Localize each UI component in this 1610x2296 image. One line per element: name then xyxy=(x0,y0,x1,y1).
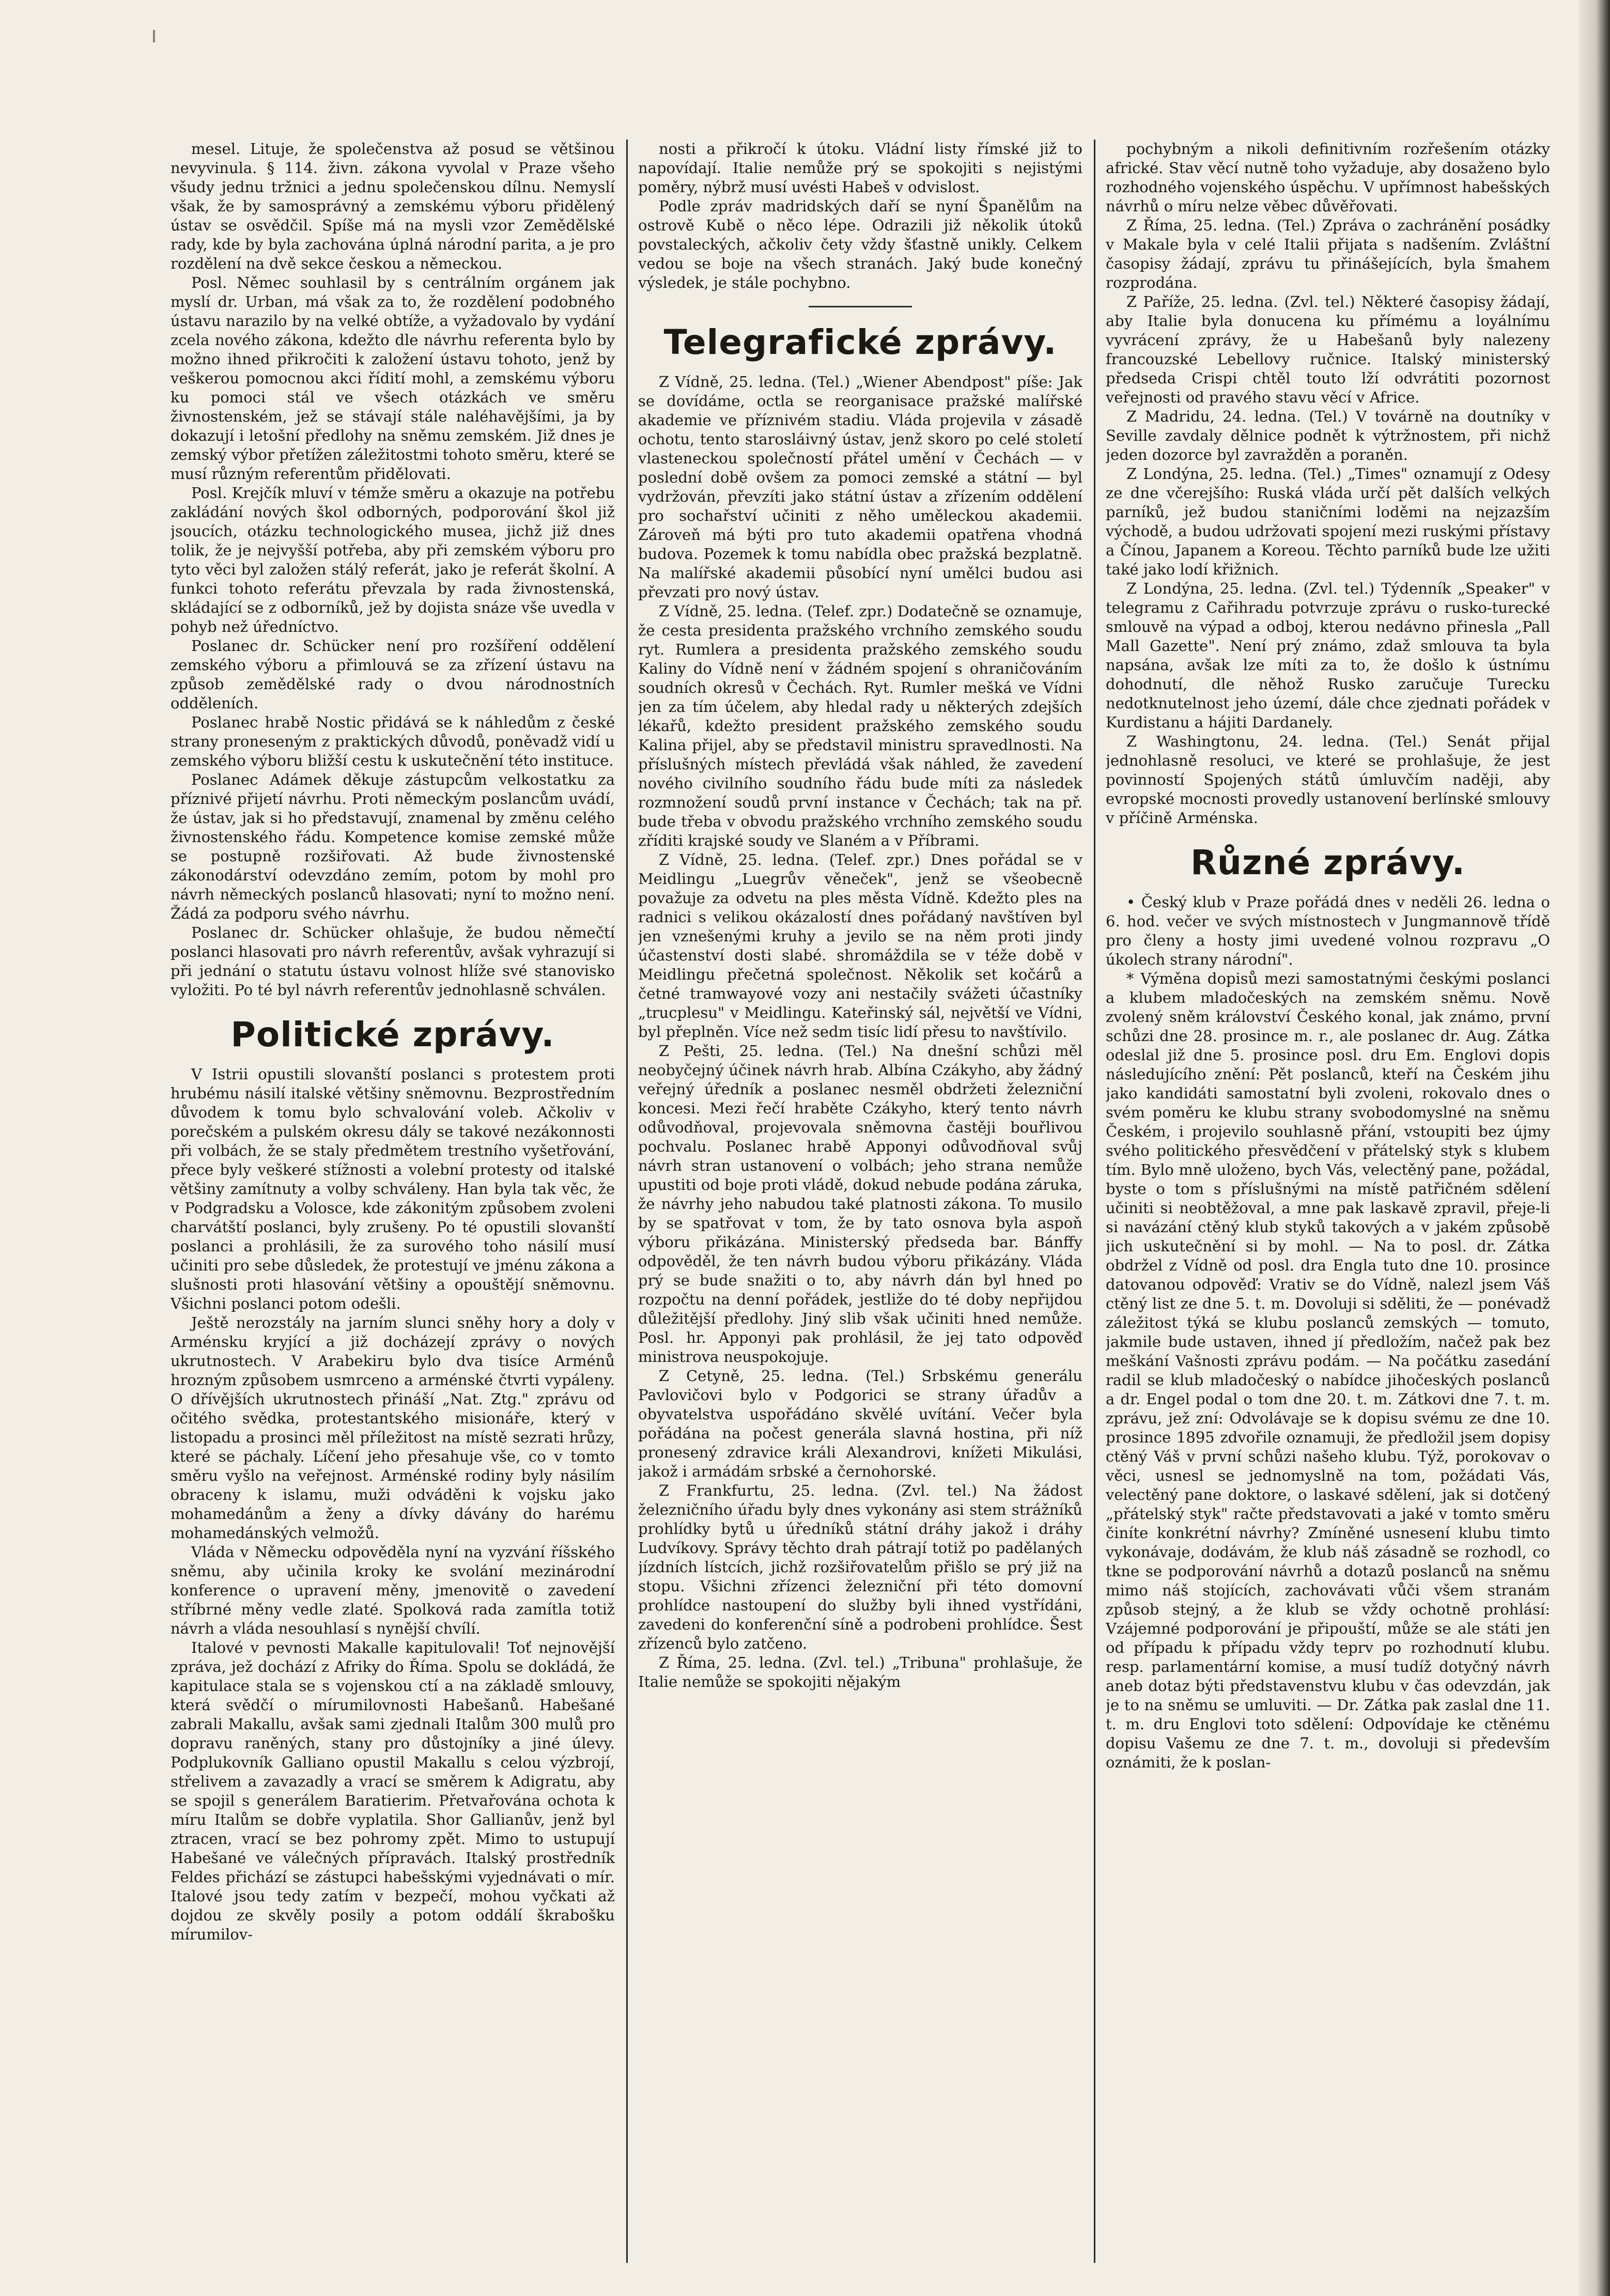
article-paragraph: Podle zpráv madridských daří se nyní Španělům na ostrově Kubě o něco lépe. Odrazili již několik útoků povstaleckých, ačkoliv čety vždy šťastně unikly. Celkem vedou se boje na všech stranách. Jaký bude konečný výsledek, je stále pochybno. xyxy=(638,197,1082,291)
article-paragraph: Vláda v Německu odpověděla nyní na vyzvání říšského sněmu, aby učinila kroky ke svolání mezinárodní konference o upravení měny, jmenovitě o zavedení stříbrné měny vedle zlaté. Spolková rada zamítla totiž návrh a vláda nesouhlasí s nynější chvílí. xyxy=(171,1543,615,1637)
section-heading-politicke: Politické zprávy. xyxy=(230,1015,555,1054)
article-paragraph: Z Frankfurtu, 25. ledna. (Zvl. tel.) Na žádost železničního úřadu byly dnes vykonány asi stem strážníků prohlídky bytů u úředníků státní dráhy jakož i dráhy Ludvíkovy. Správy těchto drah pátrají totiž po padělaných jízdních lístcích, jichž rozšiřovatelům přišlo se prý již na stopu. Všichni zřízenci železniční při této domovní prohlídce nastoupení do služby byli ihned vystřídáni, zavedeni do konferenční síně a podrobeni prohlídce. Šest zřízenců bylo zatčeno. xyxy=(638,1482,1082,1652)
section-heading-ruzne: Různé zprávy. xyxy=(1190,843,1465,882)
article-paragraph: Z Madridu, 24. ledna. (Tel.) V továrně na doutníky v Seville zavdaly dělnice podnět k výtržnostem, při nichž jeden dozorce byl zavražděn a poraněn. xyxy=(1106,408,1550,463)
article-paragraph: Z Říma, 25. ledna. (Zvl. tel.) „Tribuna" prohlašuje, že Italie nemůže se spokojiti nějakým xyxy=(638,1654,1082,1690)
article-paragraph: Z Vídně, 25. ledna. (Tel.) „Wiener Abendpost" píše: Jak se dovídáme, octla se reorganisace pražské malířské akademie ve příznivém stadiu. Vláda projevila v zásadě ochotu, tento starosláivný ústav, jenž skoro po celé století vlasteneckou společností přátel umění v Čechách — v poslední době ovšem za pomoci zemské a státní — byl vydržován, převzíti jako státní ústav a zřízením oddělení pro sochařství učiniti z něho uměleckou akademii. Zároveň má býti pro tuto akademii opatřena vhodná budova. Pozemek k tomu nabídla obec pražská bezplatně. Na malířské akademii působící nyní umělci budou asi převzati pro nový ústav. xyxy=(638,373,1082,601)
section-divider xyxy=(809,306,912,307)
article-paragraph: Posl. Němec souhlasil by s centrálním orgánem jak myslí dr. Urban, má však za to, že rozdělení podobného ústavu narazilo by na velké obtíže, a vyžadovalo by vydání zcela nového zákona, kdežto dle návrhu referenta bylo by možno ihned přikročiti k založení ústavu tohoto, jenž by veškerou pomocnou akci řídití mohl, a zemskému výboru ku pomoci stál ve všech otázkách ve směru živnostenském, jež se stávají stále naléhavějšími, ja by dokazují i letošní předlohy na sněmu zemském. Již dnes je zemský výbor přetížen záležitostmi tohoto směru, které se musí různým referentům přidělovati. xyxy=(171,274,615,483)
article-paragraph: pochybným a nikoli definitivním rozřešením otázky africké. Stav věcí nutně toho vyžaduje, aby dosaženo bylo rozhodného vojenského úspěchu. V upřímnost habešských návrhů o míru nelze věbec důvěřovati. xyxy=(1106,140,1550,215)
article-paragraph: Z Washingtonu, 24. ledna. (Tel.) Senát přijal jednohlasně resoluci, ve které se prohlašuje, že jest povinností Spojených států úmluvčím naději, aby evropské mocnosti provedly ustanovení berlínské smlouvy v příčině Arménska. xyxy=(1106,733,1550,827)
column-rule xyxy=(1094,139,1095,2263)
article-paragraph: Z Londýna, 25. ledna. (Tel.) „Times" oznamují z Odesy ze dne včerejšího: Ruská vláda určí pět dalších velkých parníků, jež budou staničními loděmi na nejzazším východě, a budou udržovati spojení mezi ruskými přístavy a Čínou, Japanem a Koreou. Těchto parníků bude lze užiti také jako lodí křižnich. xyxy=(1106,465,1550,578)
column-1 xyxy=(171,139,615,2258)
article-paragraph: Z Londýna, 25. ledna. (Zvl. tel.) Týdenník „Speaker" v telegramu z Cařihradu potvrzuje zprávu o rusko-turecké smlouvě na výpad a odboj, kterou nedávno přinesla „Pall Mall Gazette". Není prý známo, zdaž smlouva ta byla napsána, avšak lze míti za to, že došlo k ústnímu dohodnutí, dle něhož Rusko zaručuje Turecku nedotknutelnost jeho území, dále chce zjednati pořádek v Kurdistanu a hájiti Dardanely. xyxy=(1106,580,1550,731)
article-paragraph: Z Pešti, 25. ledna. (Tel.) Na dnešní schůzi měl neobyčejný účinek návrh hrab. Albína Czákyho, aby žádný veřejný úředník a poslanec nesměl obdržeti železniční koncesi. Mezi řečí hraběte Czákyho, který tento návrh odůvodňoval, projevovala sněmovna častěji bouřlivou pochvalu. Poslanec hrabě Apponyi odůvodňoval svůj návrh stran ustanovení o volbách; jeho strana nemůže upustiti od boje proti vládě, dokud nebude podána záruka, že návrhy jeho nabudou také platnosti zákona. To musilo by se spatřovat v tom, že by tato osnova byla aspoň výboru přikázána. Ministerský předseda bar. Bánffy odpověděl, že ten návrh budou výboru přikázány. Vláda prý se bude snažiti o to, aby návrh dán byl hned po rozpočtu na denní pořádek, jestliže do té doby nepřijdou důležitější předlohy. Jiný slib však učiniti hned nemůže. Posl. hr. Apponyi pak prohlásil, že jej tato odpověď ministrova neuspokojuje. xyxy=(638,1042,1082,1366)
article-paragraph: Poslanec dr. Schücker není pro rozšíření oddělení zemského výboru a přimlouvá se za zřízení ústavu na způsob zemědělské rady o dvou národnostních odděleních. xyxy=(171,637,615,712)
article-paragraph: Z Cetyně, 25. ledna. (Tel.) Srbskému generálu Pavlovičovi bylo v Podgorici se strany úřadův a obyvatelstva uspořádáno skvělé uvítání. Večer byla pořádána na počest generála slavná hostina, při níž pronesený zdravice králi Alexandrovi, knížeti Mikulási, jakož i armádám srbské a černohorské. xyxy=(638,1367,1082,1480)
margin-mark xyxy=(153,30,155,42)
column-rule xyxy=(626,139,628,2263)
article-paragraph: mesel. Lituje, že společenstva až posud se většinou nevyvinula. § 114. živn. zákona vyvolal v Praze všeho všudy jednu tržnici a jednu společenskou dílnu. Nemyslí však, že by samosprávný a zemskému výboru přidělený ústav se osvědčil. Spíše má na mysli vzor Zemědělské rady, kde by byla zachována úplná národní parita, a je pro rozdělení na dvě sekce českou a německou. xyxy=(171,140,615,272)
section-heading-telegraficke: Telegrafické zprávy. xyxy=(663,322,1057,362)
column-3 xyxy=(1106,139,1550,2258)
article-paragraph: V Istrii opustili slovanští poslanci s protestem proti hrubému násilí italské většiny sněmovnu. Bezprostředním důvodem k tomu bylo schvalování voleb. Ačkoliv v porečském a pulském okresu dály se takové nezákonnosti při volbách, že se staly předmětem trestního vyšetřování, přece byly veškeré stížnosti a volební protesty od italské většiny zamítnuty a volby schváleny. Han byla tak věc, že v Podgradsku a Volosce, kde zákonitým způsobem zvoleni charvátští poslanci, byly zrušeny. Po té opustili slovanští poslanci a prohlásili, že za surového toho násilí musí učiniti pro sebe důsledek, že protestují ve jménu zákona a slušnosti proti hlasování většiny a opouštějí sněmovnu. Všichni poslanci potom odešli. xyxy=(171,1065,615,1312)
article-paragraph: * Výměna dopisů mezi samostatnými českými poslanci a klubem mladočeských na zemském sněmu. Nově zvolený sněm království Českého konal, jak známo, první schůzi dne 28. prosince m. r., ale poslanec dr. Aug. Zátka odeslal již dne 5. prosince posl. dru Em. Englovi dopis následujícího znění: Pět poslanců, kteří na Českém jihu jako kandidáti samostatní byli zvoleni, rokovalo dnes o svém poměru ke klubu strany svobodomyslné na sněmu Českém, i projevilo souhlasně přání, vstoupiti bez újmy svého politického přesvědčení v přátelský styk s klubem tím. Bylo mně uloženo, bych Vás, velectěný pane, požádal, byste o tom s příslušnými na místě patřičném sdělení učiniti si neobtěžoval, a mne pak laskavě zpravil, přeje-li si navázání ctěný klub styků takových a v jakém způsobě jich uskutečnění si by mohl. — Na to posl. dr. Zátka obdržel z Vídně od posl. dra Engla tuto dne 10. prosince datovanou odpověď: Vrativ se do Vídně, nalezl jsem Váš ctěný list ze dne 5. t. m. Dovoluji si sděliti, že — ponévadž záležitost týká se klubu poslanců zemských — tomuto, jakmile bude ustaven, ihned jí předložím, načež pak bez meškání Vašnosti zprávu podám. — Na počátku zasedání radil se klub mladočeský o nabídce jihočeských poslanců a dr. Engel podal o tom dne 20. t. m. Zátkovi dne 7. t. m. zprávu, jež zní: Odvolávaje se k dopisu svému ze dne 10. prosince 1895 zdvořile oznamuji, že předložil jsem dopisy ctěný Váš v první schůzi našeho klubu. Týž, porokovav o věci, usnesl se jednomyslně na tom, požádati Vás, velectěný pane doktore, o laskavé sdělení, jak si dotčený „přátelský styk" račte představovati a jaké v tomto směru činíte konkrétní návrhy? Zmíněné usnesení klubu timto vykonávaje, dodávám, že klub náš zásadně se rozhodl, co tkne se podporování návrhů a dotazů poslanců na sněmu mimo náš stojících, zachovávati vůči všem stranám způsob stejný, a že klub se vždy ochotně prohlásí: Vzájemné podporování je připouští, může se ale státi jen od případu k případu vždy teprv po rozhodnutí klubu. resp. parlamentární komise, a musí tudíž dotyčný návrh aneb dotaz býti představenstvu klubu v čas odevzdán, jak je to na sněmu se umluviti. — Dr. Zátka pak zaslal dne 11. t. m. dru Englovi toto sdělení: Odpovídaje ke ctěnému dopisu Vašemu ze dne 7. t. m., dovoluji si především oznámiti, že k poslan- xyxy=(1106,970,1550,1771)
column-2 xyxy=(638,139,1082,2258)
article-paragraph: Z Vídně, 25. ledna. (Telef. zpr.) Dnes pořádal se v Meidlingu „Luegrův věneček", jenž se všeobecně považuje za odvetu na ples města Vídně. Kdežto ples na radnici s velikou okázalostí dnes pořádaný navštíven byl jen vznešenými kruhy a jevilo se na něm proti jindy účastenství dosti slabé. shromáždila se v téže době v Meidlingu přečetná společnost. Několik set kočárů a četné tramwayové vozy ani nestačily svážeti účastníky „trucplesu" v Meidlingu. Kateřinský sál, největší ve Vídni, byl přeplněn. Více než sedm tisíc lidí přesu to navštívilo. xyxy=(638,851,1082,1041)
article-paragraph: Italové v pevnosti Makalle kapitulovali! Toť nejnovější zpráva, jež dochází z Afriky do Říma. Spolu se dokládá, že kapitulace stala se s vojenskou ctí a na základě smlouvy, která svědčí o mírumilovnosti Habešanů. Habešané zabrali Makallu, avšak sami zjednali Italům 300 mulů pro dopravu raněných, stany pro důstojníky a jiné úlevy. Podplukovník Galliano opustil Makallu s celou výzbrojí, střelivem a zavazadly a vrací se směrem k Adigratu, aby se spojil s generálem Baratierim. Přetvařována ochota k míru Italům se dobře vyplatila. Shor Gallianův, jenž byl ztracen, vrací se bez pohromy zpět. Mimo to ustupují Habešané ve válečných přípravách. Italský prostředník Feldes přichází se zástupci habešskými vyjednávati o mír. Italové jsou tedy zatím v bezpečí, mohou vyčkati až dojdou ze skvěly posily a potom oddálí škrabošku mírumilov- xyxy=(171,1639,615,1943)
article-paragraph: Poslanec dr. Schücker ohlašuje, že budou němečtí poslanci hlasovati pro návrh referentův, avšak vyhrazují si při jednání o statutu ústavu volnost hlíže své stanovisko vyložiti. Po té byl návrh referentův jednohlasně schválen. xyxy=(171,924,615,999)
article-paragraph: Posl. Krejčík mluví v témže směru a okazuje na potřebu zakládání nových škol odborných, podporování škol již jsoucích, otázku technologického musea, jichž již dnes tolik, že je nejvyšší potřeba, aby při zemském výboru pro tyto věci byl založen stálý referát, jako je referát školní. A funkci tohoto referátu převzala by rada živnostenská, skládající se z odborníků, jež by dojista snáze vše uvedla v pohyb než úředníctvo. xyxy=(171,484,615,635)
article-paragraph: Ještě nerozstály na jarním slunci sněhy hory a doly v Arménsku kryjící a již docházejí zprávy o nových ukrutnostech. V Arabekiru bylo dva tisíce Arménů hrozným způsobem usmrceno a arménské čtvrti vypáleny. O dřívějších ukrutnostech přináší „Nat. Ztg." zprávu od očitého svědka, protestantského misionáře, který v listopadu a prosinci měl příležitost na místě sezrati hrůzy, které se páchaly. Líčení jeho přesahuje vše, co v tomto směru vyšlo na veřejnost. Arménské rodiny byly násilím obraceny k islamu, muži odváděni k vojsku jako mohamedánům a ženy a dívky dávány do harému mohamedánských velmožů. xyxy=(171,1314,615,1542)
article-paragraph: Z Paříže, 25. ledna. (Zvl. tel.) Některé časopisy žádají, aby Italie byla donucena ku přímému a loyálnímu vyvrácení zprávy, že u Habešanů byly nalezeny francouzské Lebellovy ručnice. Italský ministerský předseda Crispi chtěl touto lží odvrátiti pozornost veřejnosti od pravého stavu věcí v Africe. xyxy=(1106,293,1550,406)
article-paragraph: Z Vídně, 25. ledna. (Telef. zpr.) Dodatečně se oznamuje, že cesta presidenta pražského vrchního zemského soudu ryt. Rumlera a presidenta pražského zemského soudu Kaliny do Vídně není v žádném spojení s ohraničováním soudních okresů v Čechách. Ryt. Rumler mešká ve Vídni jen za tím účelem, aby hledal rady u některých zdejších lékařů, kdežto president pražského zemského soudu Kalina přijel, aby se představil ministru spravedlnosti. Na příslušných místech převládá však náhled, že zavedení nového civilního soudního řádu bude míti za následek rozmnožení soudů první instance v Čechách; tak na př. bude třeba v obvodu pražského vrchního zemského soudu zříditi krajské soudy ve Slaném a v Příbrami. xyxy=(638,602,1082,849)
article-paragraph: nosti a přikročí k útoku. Vládní listy římské již to napovídají. Italie nemůže prý se spokojiti s nejistými poměry, nýbrž musí uvésti Habeš v odvislost. xyxy=(638,140,1082,196)
article-paragraph: Z Říma, 25. ledna. (Tel.) Zpráva o zachránění posádky v Makale byla v celé Italii přijata s nadšením. Zvláštní časopisy žádají, zprávu tu přinášejících, byla šmahem rozprodána. xyxy=(1106,216,1550,291)
page-edge-shadow xyxy=(1579,0,1610,2296)
article-paragraph: Poslanec Adámek děkuje zástupcům velkostatku za příznivé přijetí návrhu. Proti německým poslancům uvádí, že ústav, jak si ho představují, znamenal by změnu celého živnostenského řádu. Kompetence komise zemské může se postupně rozšiřovati. Až bude živnostenské zákonodárství odevzdáno zemím, potom by mohl pro návrh německých poslanců hlasovati; nyní to možno není. Žádá za podporu svého návrhu. xyxy=(171,771,615,922)
article-paragraph: Poslanec hrabě Nostic přidává se k náhledům z české strany proneseným z praktických důvodů, poněvadž vidí u zemského výboru bližší cestu k uskutečnění této instituce. xyxy=(171,713,615,769)
newspaper-page xyxy=(155,139,1560,2268)
article-paragraph: • Český klub v Praze pořádá dnes v neděli 26. ledna o 6. hod. večer ve svých místnostech v Jungmannově třídě pro členy a hosty jimi uvedené volnou rozpravu „O úkolech strany národní". xyxy=(1106,893,1550,968)
